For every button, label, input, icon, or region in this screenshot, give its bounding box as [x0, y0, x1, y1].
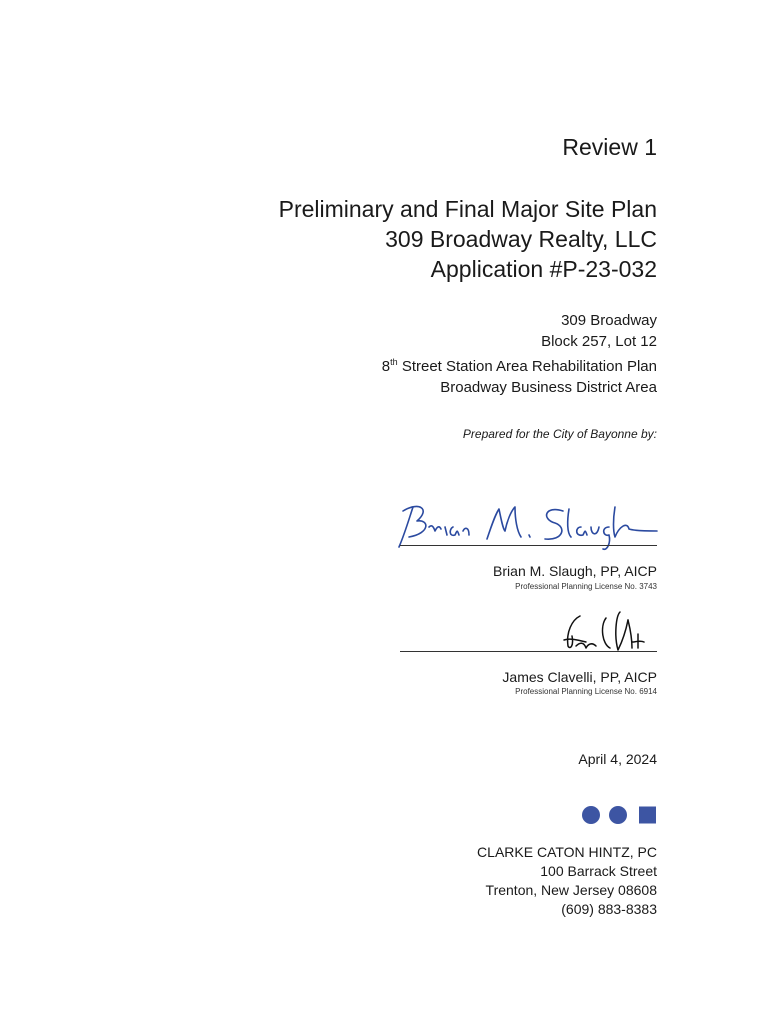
company-name: CLARKE CATON HINTZ, PC: [477, 844, 657, 860]
company-phone: (609) 883-8383: [561, 901, 657, 917]
signature-line-1: [400, 545, 657, 546]
signatory-1-license: Professional Planning License No. 3743: [515, 582, 657, 591]
company-street: 100 Barrack Street: [540, 863, 657, 879]
report-date: April 4, 2024: [578, 751, 657, 767]
logo-circle-1: [582, 806, 600, 824]
address-block: [382, 310, 657, 398]
title-line-applicant: 309 Broadway Realty, LLC: [385, 226, 657, 252]
plan-ordinal: 8: [381, 358, 391, 375]
signatory-2-name: James Clavelli, PP, AICP: [502, 669, 657, 685]
company-city: Trenton, New Jersey 08608: [485, 882, 657, 898]
review-title: Review 1: [562, 134, 657, 160]
plan-name: Street Station Area Rehabilitation Plan: [397, 358, 657, 375]
signatory-2-license: Professional Planning License No. 6914: [515, 687, 657, 696]
title-block: [279, 194, 657, 284]
prepared-for-note: Prepared for the City of Bayonne by:: [462, 427, 657, 441]
title-line-project-type: Preliminary and Final Major Site Plan: [278, 196, 657, 222]
company-logo: [581, 805, 657, 825]
logo-circle-2: [609, 806, 627, 824]
address-street: 309 Broadway: [561, 312, 657, 329]
address-district: Broadway Business District Area: [440, 379, 657, 396]
title-line-application-number: Application #P-23-032: [430, 256, 657, 282]
address-block-lot: Block 257, Lot 12: [541, 333, 657, 350]
address-plan: [382, 352, 657, 377]
logo-square: [639, 807, 656, 824]
plan-ordinal-suffix: th: [390, 357, 398, 367]
signatory-1-name: Brian M. Slaugh, PP, AICP: [493, 563, 657, 579]
company-address-block: [477, 843, 657, 919]
signature-line-2: [400, 651, 657, 652]
